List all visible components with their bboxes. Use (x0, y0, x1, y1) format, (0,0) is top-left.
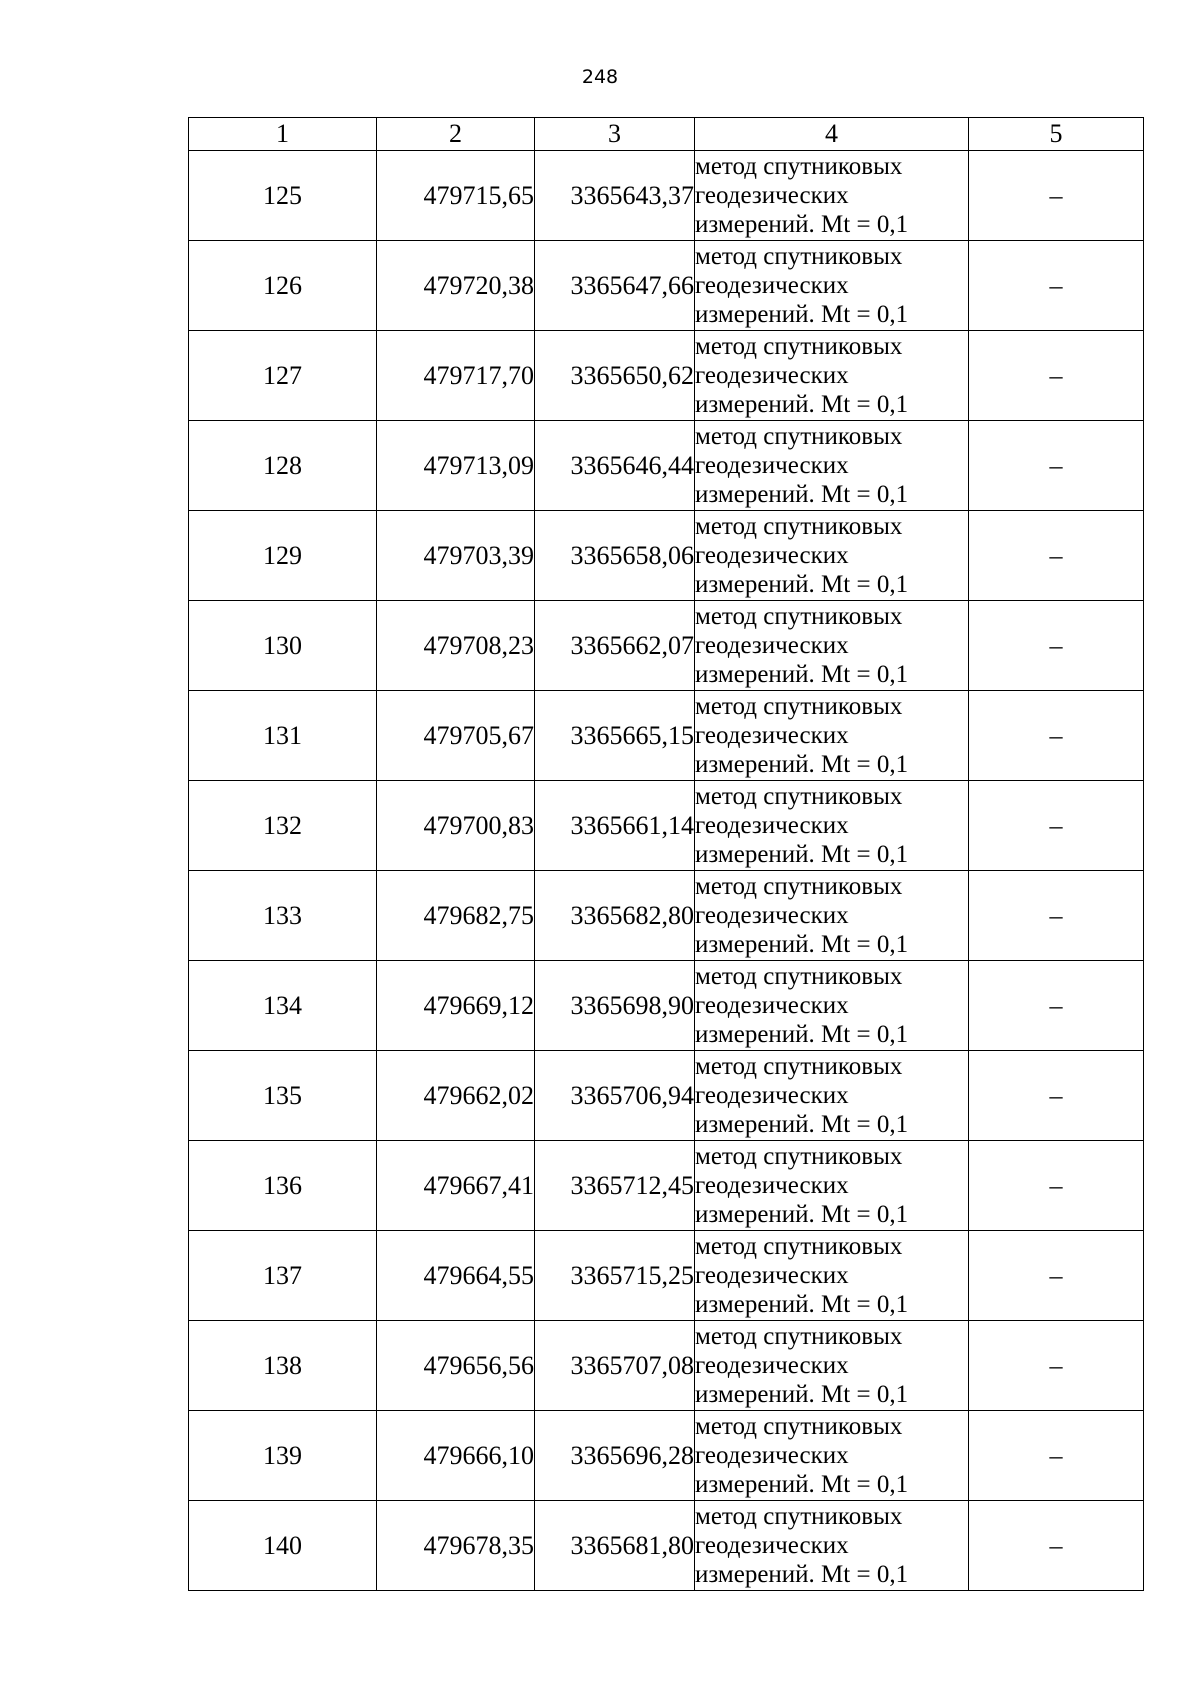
method-text-line: метод спутниковых (695, 1503, 903, 1530)
note-cell: – (969, 1411, 1144, 1501)
note-cell: – (969, 1051, 1144, 1141)
column-header: 2 (377, 118, 535, 151)
method-cell (695, 1141, 969, 1231)
y-coordinate-cell: 3365661,14 (535, 781, 695, 871)
table-row (189, 781, 1144, 871)
method-text-line: измерений. Mt = 0,1 (695, 931, 909, 958)
method-text-line: измерений. Mt = 0,1 (695, 751, 909, 778)
method-text-line: геодезических (695, 722, 849, 749)
method-text-line: геодезических (695, 272, 849, 299)
method-cell (695, 1501, 969, 1591)
method-text-line: геодезических (695, 902, 849, 929)
method-text-line: измерений. Mt = 0,1 (695, 1021, 909, 1048)
point-number-cell: 126 (189, 241, 377, 331)
method-text-line: геодезических (695, 1172, 849, 1199)
method-text-line: метод спутниковых (695, 333, 903, 360)
x-coordinate-cell: 479656,56 (377, 1321, 535, 1411)
column-header: 1 (189, 118, 377, 151)
method-text-line: измерений. Mt = 0,1 (695, 481, 909, 508)
table-row (189, 1141, 1144, 1231)
y-coordinate-cell: 3365658,06 (535, 511, 695, 601)
table-row (189, 421, 1144, 511)
method-text-line: геодезических (695, 182, 849, 209)
note-cell: – (969, 511, 1144, 601)
method-text-line: измерений. Mt = 0,1 (695, 1471, 909, 1498)
column-header: 3 (535, 118, 695, 151)
method-text-line: геодезических (695, 452, 849, 479)
method-cell (695, 421, 969, 511)
method-cell (695, 331, 969, 421)
method-cell (695, 691, 969, 781)
point-number-cell: 125 (189, 151, 377, 241)
x-coordinate-cell: 479664,55 (377, 1231, 535, 1321)
y-coordinate-cell: 3365650,62 (535, 331, 695, 421)
point-number-cell: 127 (189, 331, 377, 421)
note-cell: – (969, 1141, 1144, 1231)
x-coordinate-cell: 479682,75 (377, 871, 535, 961)
point-number-cell: 133 (189, 871, 377, 961)
x-coordinate-cell: 479708,23 (377, 601, 535, 691)
method-text-line: метод спутниковых (695, 243, 903, 270)
point-number-cell: 134 (189, 961, 377, 1051)
method-cell (695, 961, 969, 1051)
method-text-line: измерений. Mt = 0,1 (695, 301, 909, 328)
page-number: 248 (581, 66, 619, 88)
note-cell: – (969, 871, 1144, 961)
y-coordinate-cell: 3365712,45 (535, 1141, 695, 1231)
table-row (189, 691, 1144, 781)
method-text-line: метод спутниковых (695, 783, 903, 810)
table-row (189, 1051, 1144, 1141)
method-cell (695, 1411, 969, 1501)
method-cell (695, 1321, 969, 1411)
method-text-line: геодезических (695, 1262, 849, 1289)
x-coordinate-cell: 479703,39 (377, 511, 535, 601)
y-coordinate-cell: 3365715,25 (535, 1231, 695, 1321)
note-cell: – (969, 781, 1144, 871)
method-text-line: геодезических (695, 1532, 849, 1559)
table-row (189, 1411, 1144, 1501)
coordinates-table (188, 117, 1144, 1591)
y-coordinate-cell: 3365682,80 (535, 871, 695, 961)
method-text-line: измерений. Mt = 0,1 (695, 1561, 909, 1588)
method-cell (695, 1051, 969, 1141)
x-coordinate-cell: 479667,41 (377, 1141, 535, 1231)
point-number-cell: 130 (189, 601, 377, 691)
table-row (189, 961, 1144, 1051)
method-text-line: измерений. Mt = 0,1 (695, 1201, 909, 1228)
table-body (189, 151, 1144, 1591)
method-text-line: геодезических (695, 992, 849, 1019)
method-cell (695, 781, 969, 871)
table-row (189, 241, 1144, 331)
point-number-cell: 131 (189, 691, 377, 781)
x-coordinate-cell: 479700,83 (377, 781, 535, 871)
method-text-line: метод спутниковых (695, 153, 903, 180)
method-cell (695, 151, 969, 241)
method-text-line: измерений. Mt = 0,1 (695, 571, 909, 598)
x-coordinate-cell: 479713,09 (377, 421, 535, 511)
table-row (189, 601, 1144, 691)
method-text-line: геодезических (695, 1082, 849, 1109)
header-row (189, 118, 1144, 151)
table-row (189, 331, 1144, 421)
method-text-line: геодезических (695, 1442, 849, 1469)
y-coordinate-cell: 3365681,80 (535, 1501, 695, 1591)
method-text-line: метод спутниковых (695, 963, 903, 990)
y-coordinate-cell: 3365647,66 (535, 241, 695, 331)
method-cell (695, 871, 969, 961)
method-text-line: измерений. Mt = 0,1 (695, 1111, 909, 1138)
method-text-line: метод спутниковых (695, 693, 903, 720)
point-number-cell: 140 (189, 1501, 377, 1591)
method-text-line: метод спутниковых (695, 1053, 903, 1080)
x-coordinate-cell: 479715,65 (377, 151, 535, 241)
table-row (189, 151, 1144, 241)
y-coordinate-cell: 3365665,15 (535, 691, 695, 781)
note-cell: – (969, 151, 1144, 241)
note-cell: – (969, 691, 1144, 781)
method-text-line: геодезических (695, 542, 849, 569)
point-number-cell: 138 (189, 1321, 377, 1411)
note-cell: – (969, 1321, 1144, 1411)
y-coordinate-cell: 3365662,07 (535, 601, 695, 691)
method-text-line: геодезических (695, 812, 849, 839)
column-header: 4 (695, 118, 969, 151)
table-row (189, 1321, 1144, 1411)
method-cell (695, 1231, 969, 1321)
point-number-cell: 139 (189, 1411, 377, 1501)
x-coordinate-cell: 479678,35 (377, 1501, 535, 1591)
method-text-line: метод спутниковых (695, 603, 903, 630)
note-cell: – (969, 961, 1144, 1051)
note-cell: – (969, 1231, 1144, 1321)
note-cell: – (969, 331, 1144, 421)
table-row (189, 871, 1144, 961)
y-coordinate-cell: 3365707,08 (535, 1321, 695, 1411)
x-coordinate-cell: 479666,10 (377, 1411, 535, 1501)
method-text-line: метод спутниковых (695, 1323, 903, 1350)
table-row (189, 511, 1144, 601)
y-coordinate-cell: 3365698,90 (535, 961, 695, 1051)
y-coordinate-cell: 3365646,44 (535, 421, 695, 511)
table-row (189, 1501, 1144, 1591)
method-text-line: метод спутниковых (695, 1143, 903, 1170)
point-number-cell: 137 (189, 1231, 377, 1321)
x-coordinate-cell: 479705,67 (377, 691, 535, 781)
method-text-line: измерений. Mt = 0,1 (695, 661, 909, 688)
column-header: 5 (969, 118, 1144, 151)
x-coordinate-cell: 479669,12 (377, 961, 535, 1051)
point-number-cell: 132 (189, 781, 377, 871)
method-text-line: метод спутниковых (695, 873, 903, 900)
note-cell: – (969, 601, 1144, 691)
method-text-line: геодезических (695, 632, 849, 659)
method-text-line: измерений. Mt = 0,1 (695, 1291, 909, 1318)
x-coordinate-cell: 479720,38 (377, 241, 535, 331)
method-text-line: измерений. Mt = 0,1 (695, 841, 909, 868)
y-coordinate-cell: 3365706,94 (535, 1051, 695, 1141)
method-text-line: метод спутниковых (695, 513, 903, 540)
y-coordinate-cell: 3365696,28 (535, 1411, 695, 1501)
note-cell: – (969, 241, 1144, 331)
method-text-line: метод спутниковых (695, 1413, 903, 1440)
method-cell (695, 601, 969, 691)
point-number-cell: 136 (189, 1141, 377, 1231)
x-coordinate-cell: 479717,70 (377, 331, 535, 421)
method-cell (695, 241, 969, 331)
method-text-line: измерений. Mt = 0,1 (695, 211, 909, 238)
method-text-line: измерений. Mt = 0,1 (695, 1381, 909, 1408)
x-coordinate-cell: 479662,02 (377, 1051, 535, 1141)
point-number-cell: 128 (189, 421, 377, 511)
method-text-line: геодезических (695, 362, 849, 389)
point-number-cell: 135 (189, 1051, 377, 1141)
method-text-line: измерений. Mt = 0,1 (695, 391, 909, 418)
method-text-line: метод спутниковых (695, 1233, 903, 1260)
point-number-cell: 129 (189, 511, 377, 601)
method-text-line: геодезических (695, 1352, 849, 1379)
note-cell: – (969, 421, 1144, 511)
y-coordinate-cell: 3365643,37 (535, 151, 695, 241)
note-cell: – (969, 1501, 1144, 1591)
table-row (189, 1231, 1144, 1321)
method-text-line: метод спутниковых (695, 423, 903, 450)
method-cell (695, 511, 969, 601)
